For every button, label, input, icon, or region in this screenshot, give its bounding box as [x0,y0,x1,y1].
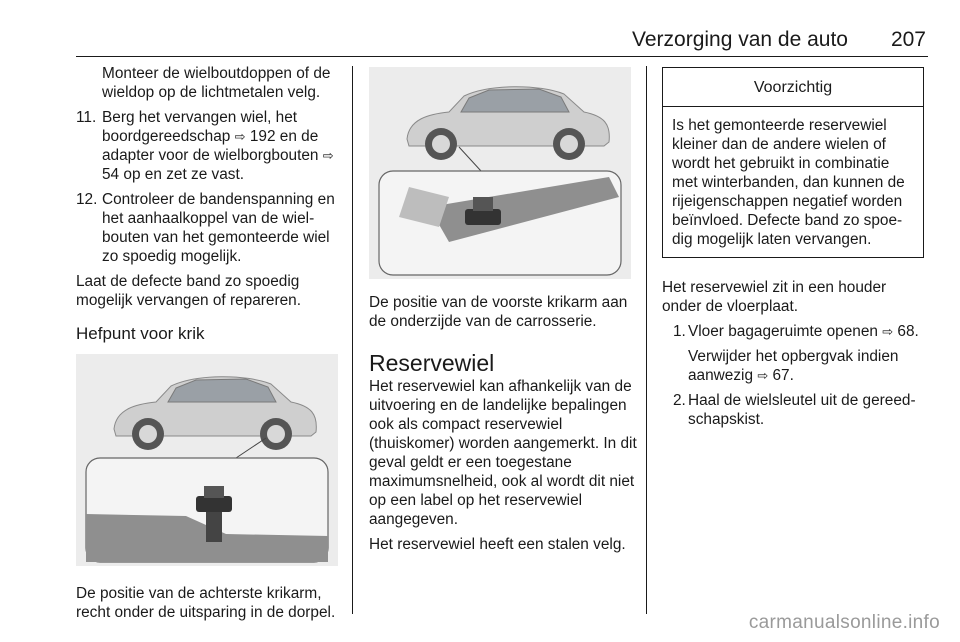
watermark: carmanualsonline.info [748,612,940,633]
paragraph: Het reservewiel heeft een stalen velg. [369,536,626,553]
page-ref: 68. [897,323,919,340]
page-ref-icon: ⇨ [757,368,769,383]
column-divider [646,66,647,614]
page-ref: 54 [102,166,120,183]
step-11: 11. Berg het vervangen wiel, het boordgereedschap ⇨ 192 en de adapter voor de wielborgbouten ⇨ 54 op en zet ze vast. [76,109,334,183]
page-ref-icon: ⇨ [882,324,894,339]
step-number: 1. [673,323,686,340]
page-ref-icon: ⇨ [322,148,334,163]
step-number: 12. [76,191,98,208]
front-jack-figure [369,67,631,279]
caution-box [662,67,924,258]
page-header [76,26,928,57]
column-divider [352,66,353,614]
page-ref: 67. [772,367,794,384]
column-left [76,64,342,622]
paragraph: Het reservewiel zit in een houder onder de vloerplaat. [662,279,887,315]
caution-title: Voorzichtig [663,68,923,107]
figure-caption: De positie van de voorste krikarm aan de onderzijde van de carrosserie. [369,294,628,330]
page-number: 207 [890,28,926,51]
caution-text: Is het gemonteerde reservewiel kleiner dan de andere wielen of wordt het gebruikt in combinatie met winterbanden, dan kunnen de rijeigenschappen negatief worden beïnvloed. Defecte band zo spoedig mogelijk laten vervangen. [672,117,905,248]
step-1: 1. Vloer bagageruimte openen ⇨ 68. [673,323,919,340]
car-front-jack-illustration [369,67,631,279]
page-ref-icon: ⇨ [234,129,246,144]
paragraph: Het reservewiel kan afhankelijk van de uitvoering en de landelijke bepalingen ook als compact reservewiel (thuiskomer) worden aangemerkt. In dit geval geldt er een toegestane maximumsnelheid, ook al wordt dit niet op een label op het reservewiel aangegeven. [369,378,637,528]
step-2: 2. Haal de wielsleutel uit de gereedschapskist. [673,392,916,428]
step-1-detail: Verwijder het opbergvak indien aanwezig ⇨ 67. [688,348,899,384]
rear-jack-figure [76,354,338,566]
chapter-title: Verzorging van de auto [632,28,848,51]
car-rear-jack-illustration [76,354,338,566]
step-number: 11. [76,109,97,126]
section-heading: Reservewiel [369,350,495,376]
paragraph: Laat de defecte band zo spoedig mogelijk vervangen of repareren. [76,273,301,309]
step-number: 2. [673,392,686,409]
step-12: 12. Controleer de bandenspanning en het aanhaalkoppel van de wielbouten van het gemonteerde wiel zo spoedig mogelijk. [76,191,335,265]
column-middle [369,64,637,554]
subheading: Hefpunt voor krik [76,324,205,343]
step-continuation: Monteer de wielboutdoppen of de wieldop op de lichtmetalen velg. [102,65,331,101]
figure-caption: De positie van de achterste krikarm, recht onder de uitsparing in de dorpel. [76,585,336,621]
column-right [662,64,928,429]
page-ref: 192 [249,128,276,145]
